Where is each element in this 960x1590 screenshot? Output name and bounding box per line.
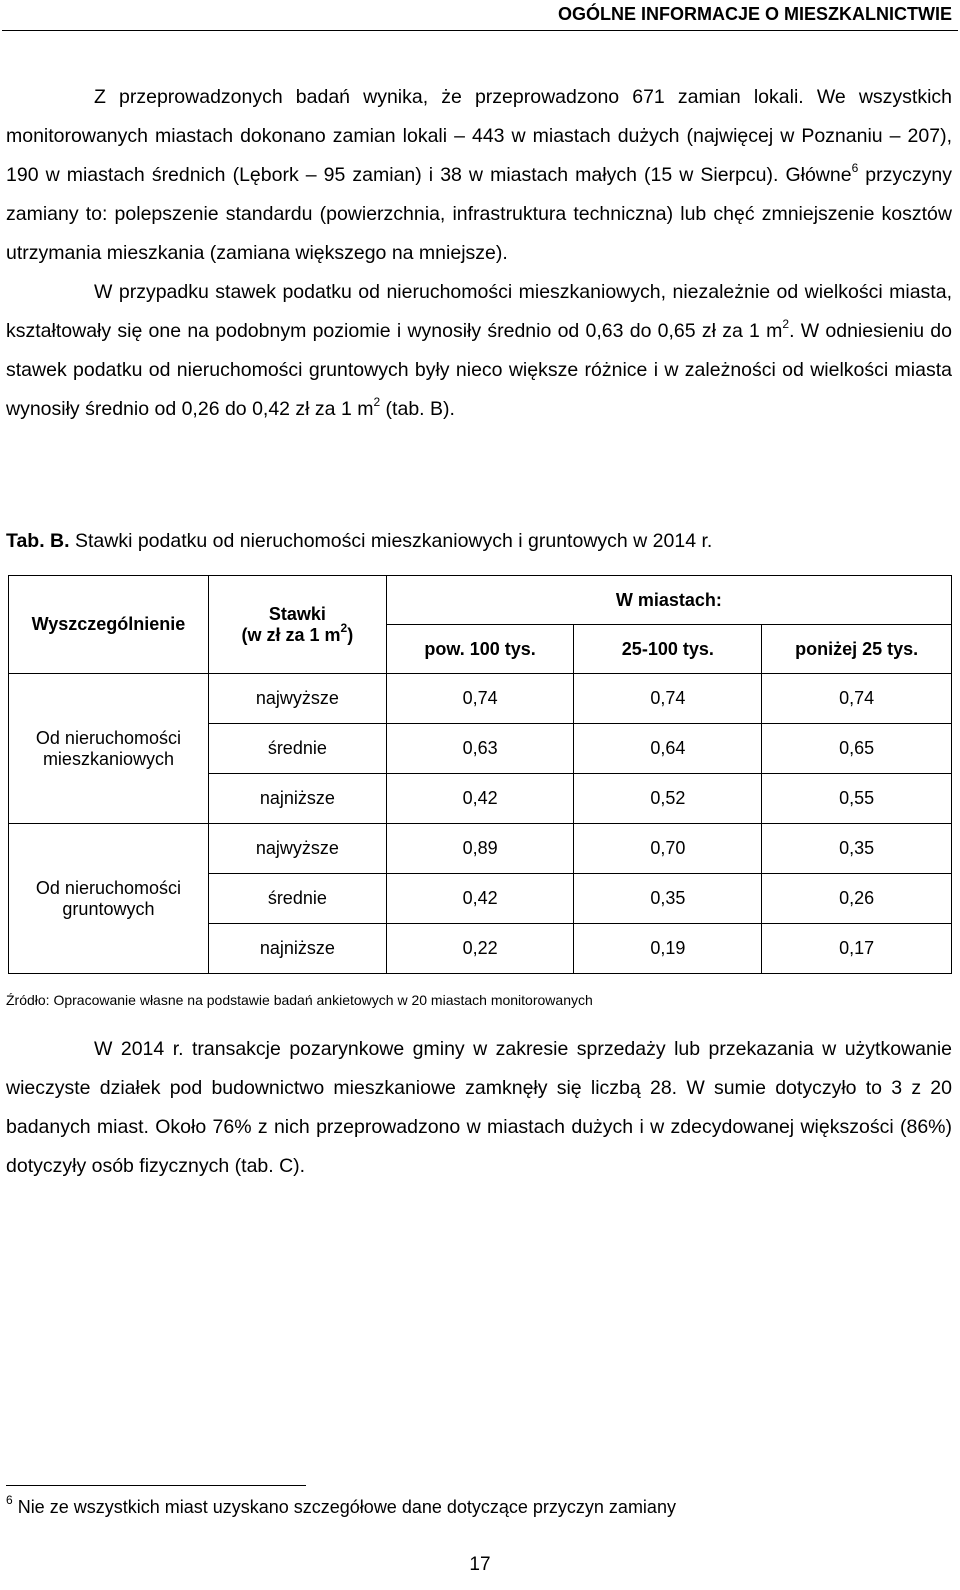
rate-label: najniższe (208, 924, 386, 974)
value-cell: 0,52 (574, 774, 762, 824)
body-text-top (6, 78, 952, 429)
superscript-2: 2 (782, 316, 790, 331)
header-rates-unit-close: ) (347, 624, 354, 645)
value-cell: 0,65 (762, 724, 952, 774)
value-cell: 0,89 (386, 824, 574, 874)
value-cell: 0,42 (386, 874, 574, 924)
footnote (6, 1493, 676, 1518)
page-header (0, 0, 960, 32)
header-cell-cities (386, 576, 951, 625)
group-label-residential: Od nieruchomości mieszkaniowych (9, 674, 209, 824)
rate-label: średnie (208, 724, 386, 774)
value-cell: 0,55 (762, 774, 952, 824)
value-cell: 0,70 (574, 824, 762, 874)
paragraph-2-text-a: W przypadku stawek podatku od nieruchomości mieszkaniowych, niezależnie od wielkości miasta, kształtowały się one na podobnym poziomie i wynosiły średnio od 0,63 do 0,65 zł za 1 m (6, 281, 952, 342)
header-cell-specification (9, 576, 209, 674)
tax-rates-table (8, 575, 952, 974)
header-rates-text: Stawki (268, 603, 326, 624)
superscript-2: 2 (340, 620, 348, 635)
value-cell: 0,42 (386, 774, 574, 824)
table-source-note: Źródło: Opracowanie własne na podstawie badań ankietowych w 20 miastach monitorowanych (6, 992, 593, 1008)
footnote-rule (6, 1485, 306, 1486)
header-rates-unit: (w zł za 1 m (241, 624, 341, 645)
group-label-land: Od nieruchomości gruntowych (9, 824, 209, 974)
body-text-bottom (6, 1030, 952, 1186)
value-cell: 0,19 (574, 924, 762, 974)
value-cell: 0,74 (386, 674, 574, 724)
footnote-text: Nie ze wszystkich miast uzyskano szczegółowe dane dotyczące przyczyn zamiany (12, 1497, 676, 1517)
table-header-row-1 (9, 576, 952, 625)
value-cell: 0,26 (762, 874, 952, 924)
paragraph-1-text-a: Z przeprowadzonych badań wynika, że przeprowadzono 671 zamian lokali. We wszystkich monitorowanych miastach dokonano zamian lokali – 443 w miastach dużych (najwięcej w Poznaniu – 207), 190 w miastach średnich (Lębork – 95 zamian) i 38 w miastach małych (15 w Sierpcu). Główne (6, 86, 952, 186)
value-cell: 0,64 (574, 724, 762, 774)
table-caption-text: Stawki podatku od nieruchomości mieszkaniowych i gruntowych w 2014 r. (69, 530, 713, 552)
value-cell: 0,74 (762, 674, 952, 724)
paragraph-1 (6, 78, 952, 273)
header-cell-rates (208, 576, 386, 674)
rate-label: średnie (208, 874, 386, 924)
header-cities-text: W miastach: (615, 589, 722, 610)
table-row (9, 674, 952, 724)
header-specification-text: Wyszczególnienie (31, 614, 186, 634)
value-cell: 0,63 (386, 724, 574, 774)
rate-label: najwyższe (208, 824, 386, 874)
header-title: OGÓLNE INFORMACJE O MIESZKALNICTWIE (558, 4, 952, 24)
header-cell-25-100k: 25-100 tys. (574, 625, 762, 674)
table-caption (6, 530, 712, 553)
footnote-ref-6: 6 (851, 160, 859, 175)
table-row (9, 824, 952, 874)
value-cell: 0,35 (762, 824, 952, 874)
value-cell: 0,35 (574, 874, 762, 924)
paragraph-3: W 2014 r. transakcje pozarynkowe gminy w zakresie sprzedaży lub przekazania w użytkowanie wieczyste działek pod budownictwo mieszkaniowe zamknęły się liczbą 28. W sumie dotyczyło to 3 z 20 badanych miast. Około 76% z nich przeprowadzono w miastach dużych i w zdecydowanej większości (86%) dotyczyły osób fizycznych (tab. C). (6, 1038, 952, 1177)
paragraph-2-text-b: . W odniesieniu do stawek podatku od nieruchomości gruntowych były nieco większe różnice i w zależności od wielkości miasta wynosiły średnio od 0,26 do 0,42 zł za 1 m (6, 320, 952, 420)
rate-label: najniższe (208, 774, 386, 824)
rate-label: najwyższe (208, 674, 386, 724)
footnote-mark: 6 (6, 1493, 13, 1507)
page-number: 17 (469, 1554, 491, 1575)
value-cell: 0,17 (762, 924, 952, 974)
table-caption-label: Tab. B. (6, 530, 70, 552)
header-cell-under-25k: poniżej 25 tys. (762, 625, 952, 674)
value-cell: 0,22 (386, 924, 574, 974)
paragraph-1-text-b: przyczyny zamiany to: polepszenie standardu (powierzchnia, infrastruktura techniczna) lub chęć zmniejszenie kosztów utrzymania mieszkania (zamiana większego na mniejsze). (6, 164, 952, 264)
paragraph-2 (6, 273, 952, 429)
value-cell: 0,74 (574, 674, 762, 724)
paragraph-2-text-c: (tab. B). (380, 398, 455, 420)
header-rule (2, 30, 958, 31)
header-cell-over-100k: pow. 100 tys. (386, 625, 574, 674)
superscript-2: 2 (373, 394, 381, 409)
